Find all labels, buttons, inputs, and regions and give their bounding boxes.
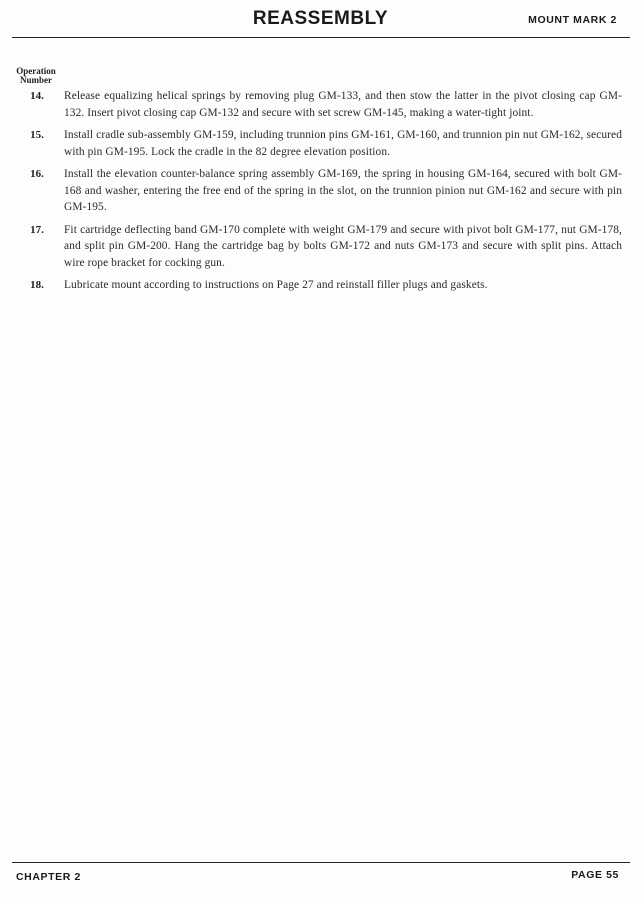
operation-text: Lubricate mount according to instructions on Page 27 and reinstall filler plugs and gaskets. (64, 279, 488, 291)
operation-number: 17. (30, 223, 44, 236)
operation-text: Install the elevation counter-balance spring assembly GM-169, the spring in housing GM-164, secured with bolt GM-168 and washer, entering the free end of the spring in the slot, on the trunnion pinion nut GM-162 and secure with pin GM-195. (64, 168, 622, 213)
operation-number: 18. (30, 279, 44, 291)
footer-chapter: CHAPTER 2 (16, 871, 81, 883)
header-section-label: MOUNT MARK 2 (528, 14, 617, 26)
operation-number: 14. (30, 90, 44, 102)
operation-number: 16. (30, 168, 44, 180)
column-label-line-1: Operation (16, 66, 56, 76)
operation-text: Fit cartridge deflecting band GM-170 complete with weight GM-179 and secure with pivot bolt GM-177, nut GM-178, and split pin GM-200. Hang the cartridge bag by bolts GM-172 and nuts GM-173 and secure with split pins. Attach wire rope bracket for cocking gun. (64, 223, 622, 269)
footer-page-number: PAGE 55 (571, 869, 619, 881)
operation-item (10, 88, 622, 121)
operation-item (10, 222, 622, 272)
column-label-line-2: Number (20, 75, 52, 85)
operation-number: 15. (30, 129, 44, 141)
operation-text: Install cradle sub-assembly GM-159, including trunnion pins GM-161, GM-160, and trunnion pin nut GM-162, secured with pin GM-195. Lock the cradle in the 82 degree elevation position. (64, 129, 622, 158)
operation-item (10, 127, 622, 160)
footer-rule (12, 862, 630, 863)
operation-item (10, 166, 622, 216)
operation-item (10, 277, 622, 294)
operations-list (10, 88, 622, 300)
operation-number-column-label (8, 67, 64, 85)
operation-text: Release equalizing helical springs by removing plug GM-133, and then stow the latter in the pivot closing cap GM-132. Insert pivot closing cap GM-132 and secure with set screw GM-145, making a water-tight joint. (64, 90, 622, 119)
page-title: REASSEMBLY (252, 8, 389, 29)
header-rule (12, 37, 630, 38)
